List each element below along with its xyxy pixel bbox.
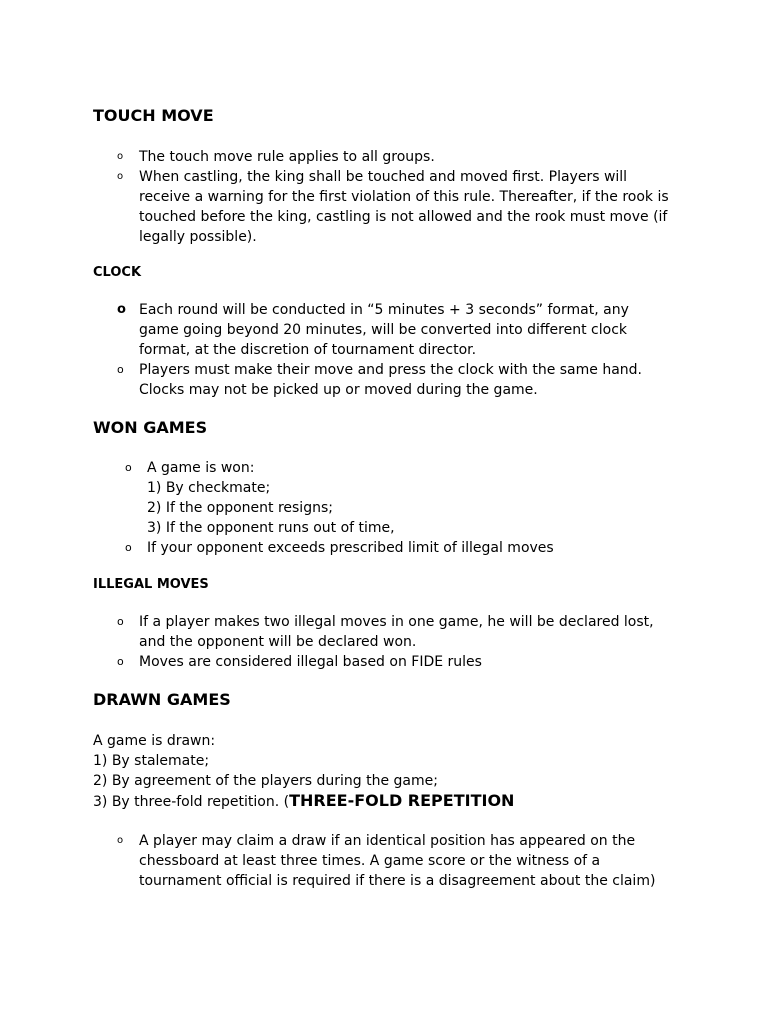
bullet-glyph: o (117, 363, 124, 376)
heading-illegal-moves: ILLEGAL MOVES (93, 577, 209, 592)
heading-drawn-games: DRAWN GAMES (93, 690, 231, 709)
list-item (125, 458, 685, 538)
heading-clock: CLOCK (93, 265, 142, 280)
touch-move-list (117, 147, 677, 247)
list-item (117, 652, 677, 672)
list-item (125, 538, 685, 558)
list-item-text: A game is won: (147, 460, 255, 476)
bullet-glyph: o (117, 151, 124, 162)
list-item (117, 167, 677, 247)
won-condition-item: 1) By checkmate; (147, 480, 271, 496)
list-item-text: Each round will be conducted in “5 minutes + 3 seconds” format, any game going beyond 20 minutes, will be converted into different clock format, at the discretion of tournament director. (139, 302, 629, 358)
list-item-text: A player may claim a draw if an identical position has appeared on the chessboard at least three times. A game score or the witness of a tournament official is required if there is a disagreement about the claim) (139, 833, 656, 889)
bullet-glyph: o (117, 835, 124, 846)
list-item-text: When castling, the king shall be touched and moved first. Players will receive a warning for the first violation of this rule. Thereafter, if the rook is touched before the king, castling is not allowed and the rook must move (if legally possible). (139, 169, 669, 245)
drawn-intro: A game is drawn: (93, 733, 216, 749)
list-item-text: If a player makes two illegal moves in one game, he will be declared lost, and the opponent will be declared won. (139, 614, 654, 650)
drawn-games-paragraph (93, 731, 514, 812)
drawn-condition-text: 3) By three-fold repetition. ( (93, 794, 290, 810)
bullet-glyph: o (117, 171, 124, 182)
list-item-text: The touch move rule applies to all groups. (139, 149, 435, 165)
list-item-text: If your opponent exceeds prescribed limit of illegal moves (147, 540, 554, 556)
bullet-glyph: o (117, 302, 126, 317)
heading-won-games: WON GAMES (93, 418, 208, 437)
won-condition-item: 2) If the opponent resigns; (147, 500, 333, 516)
list-item-text: Players must make their move and press the clock with the same hand. Clocks may not be picked up or moved during the game. (139, 362, 642, 398)
inline-heading-three-fold-repetition: THREE-FOLD REPETITION (289, 791, 515, 810)
list-item (117, 300, 677, 360)
bullet-glyph: o (125, 541, 132, 554)
list-item-text: Moves are considered illegal based on FIDE rules (139, 654, 482, 670)
heading-touch-move: TOUCH MOVE (93, 106, 214, 125)
illegal-moves-list (117, 612, 677, 672)
won-condition-item: 3) If the opponent runs out of time, (147, 520, 395, 536)
drawn-condition-item: 1) By stalemate; (93, 753, 210, 769)
drawn-games-list (117, 831, 677, 891)
bullet-glyph: o (125, 461, 132, 474)
bullet-glyph: o (117, 655, 124, 668)
list-item (117, 831, 677, 891)
clock-list (117, 300, 677, 400)
list-item (117, 147, 677, 167)
won-games-list (125, 458, 685, 558)
bullet-glyph: o (117, 615, 124, 628)
drawn-condition-item: 2) By agreement of the players during the game; (93, 773, 438, 789)
list-item (117, 360, 677, 400)
drawn-condition-item-with-heading (93, 791, 514, 812)
list-item (117, 612, 677, 652)
